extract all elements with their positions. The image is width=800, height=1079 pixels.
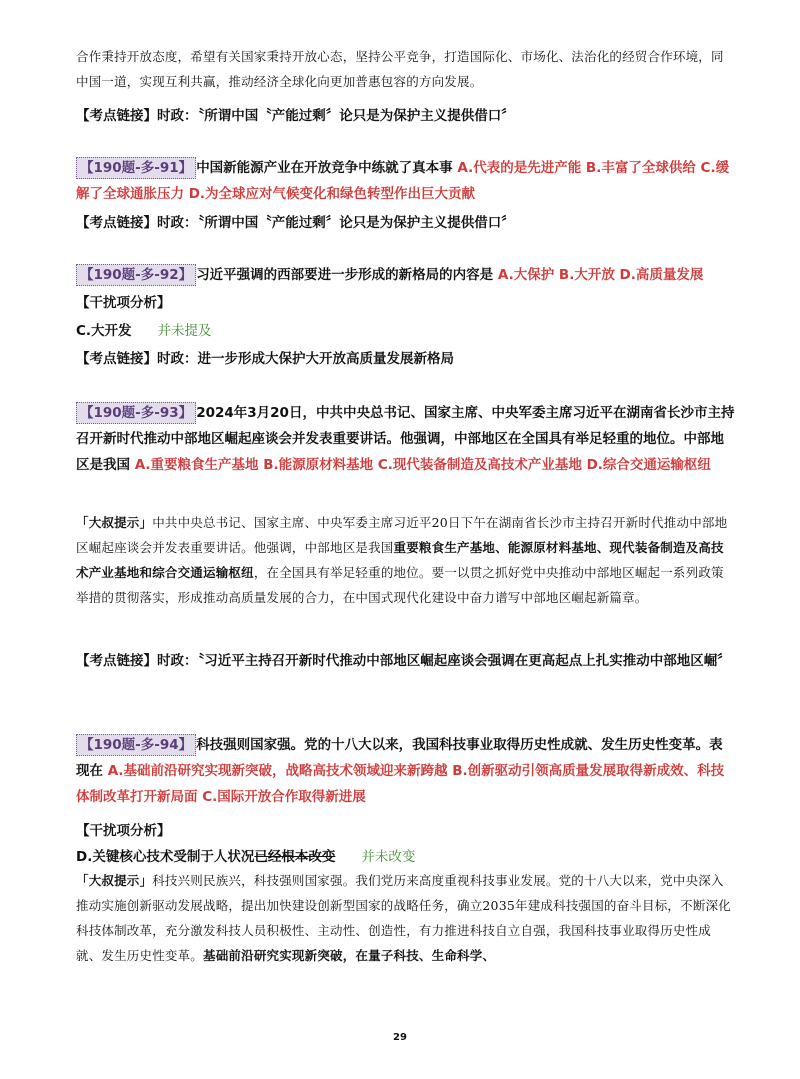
distractor-note: 并未改变 bbox=[361, 849, 416, 865]
question-91 bbox=[76, 155, 736, 207]
hint-label: 「大叔提示」 bbox=[76, 515, 153, 530]
question-tag: 【190题-多-91】 bbox=[76, 157, 196, 179]
q92-distractor bbox=[76, 318, 736, 344]
question-options: A.基础前沿研究实现新突破，战略高技术领域迎来新跨越 B.创新驱动引领高质量发展取得新成效、科技体制改革打开新局面 C.国际开放合作取得新进展 bbox=[76, 763, 725, 805]
hint-pre: 中共中央总书记、国家主席、中央军委主席习近平20日下午在湖南省长沙市主持召开新时代推动中部地区崛起座谈会并发表重要讲话。他强调，中部地区是我国 bbox=[76, 515, 728, 555]
question-93 bbox=[76, 400, 736, 478]
intro-link: 【考点链接】时政：〝所谓中国〝产能过剩〞论只是为保护主义提供借口〞 bbox=[76, 108, 515, 124]
hint-label: 「大叔提示」 bbox=[76, 873, 153, 888]
question-options: A.代表的是先进产能 B.丰富了全球供给 C.缓解了全球通胀压力 D.为全球应对气候变化和绿色转型作出巨大贡献 bbox=[76, 160, 730, 202]
q93-hint bbox=[76, 510, 736, 610]
question-options: A.大保护 B.大开放 D.高质量发展 bbox=[497, 267, 704, 283]
distractor-text: D.关键核心技术受制于人状况 bbox=[76, 849, 255, 865]
page-number: 29 bbox=[393, 1032, 407, 1043]
hint-bold: 基础前沿研究实现新突破，在量子科技、生命科学、 bbox=[203, 948, 496, 963]
question-tag: 【190题-多-94】 bbox=[76, 734, 196, 756]
question-tag: 【190题-多-93】 bbox=[76, 402, 196, 424]
distractor-note: 并未提及 bbox=[157, 323, 212, 339]
question-stem: 中国新能源产业在开放竞争中练就了真本事 bbox=[196, 160, 453, 176]
question-stem: 习近平强调的西部要进一步形成的新格局的内容是 bbox=[196, 267, 494, 283]
q94-hint bbox=[76, 868, 736, 968]
hint-post: ，在全国具有举足轻重的地位。要一以贯之抓好党中央推动中部地区崛起一系列政策举措的贯彻落实，形成推动高质量发展的合力，在中国式现代化建设中奋力谱写中部地区崛起新篇章。 bbox=[76, 565, 724, 605]
q94-analysis-label: 【干扰项分析】 bbox=[76, 823, 171, 839]
question-94 bbox=[76, 732, 736, 810]
hint-text: 科技兴则民族兴，科技强则国家强。我们党历来高度重视科技事业发展。党的十八大以来，党中央深入推动实施创新驱动发展战略，提出加快建设创新型国家的战略任务，确立2035年建成科技强国的奋斗目标，不断深化科技体制改革，充分激发科技人员积极性、主动性、创造性，有力推进科技自立自强，我国科技事业取得历史性成就、发生历史性变革。 bbox=[76, 873, 731, 963]
q91-link: 【考点链接】时政：〝所谓中国〝产能过剩〞论只是为保护主义提供借口〞 bbox=[76, 215, 515, 231]
distractor-text: C.大开发 bbox=[76, 323, 132, 339]
question-stem: 2024年3月20日，中共中央总书记、国家主席、中央军委主席习近平在湖南省长沙市主持召开新时代推动中部地区崛起座谈会并发表重要讲话。他强调，中部地区在全国具有举足轻重的地位。中部地区是我国 bbox=[76, 405, 735, 473]
q94-distractor bbox=[76, 844, 736, 870]
question-options: A.重要粮食生产基地 B.能源原材料基地 C.现代装备制造及高技术产业基地 D.综合交通运输枢纽 bbox=[134, 457, 711, 473]
question-tag: 【190题-多-92】 bbox=[76, 264, 196, 286]
q93-link: 【考点链接】时政：〝习近平主持召开新时代推动中部地区崛起座谈会强调在更高起点上扎实推动中部地区崛〞 bbox=[76, 653, 731, 669]
intro-paragraph: 合作秉持开放态度，希望有关国家秉持开放心态，坚持公平竞争，打造国际化、市场化、法治化的经贸合作环境，同中国一道，实现互利共赢，推动经济全球化向更加普惠包容的方向发展。 bbox=[76, 49, 724, 89]
question-stem: 科技强则国家强。党的十八大以来，我国科技事业取得历史性成就、发生历史性变革。表现在 bbox=[76, 737, 723, 779]
q92-analysis-label: 【干扰项分析】 bbox=[76, 295, 171, 311]
q92-link: 【考点链接】时政：进一步形成大保护大开放高质量发展新格局 bbox=[76, 351, 454, 367]
hint-bold: 重要粮食生产基地、能源原材料基地、现代装备制造及高技术产业基地和综合交通运输枢纽 bbox=[76, 540, 724, 580]
distractor-strikethrough: 已经根本改变 bbox=[254, 849, 336, 865]
question-92 bbox=[76, 262, 736, 288]
